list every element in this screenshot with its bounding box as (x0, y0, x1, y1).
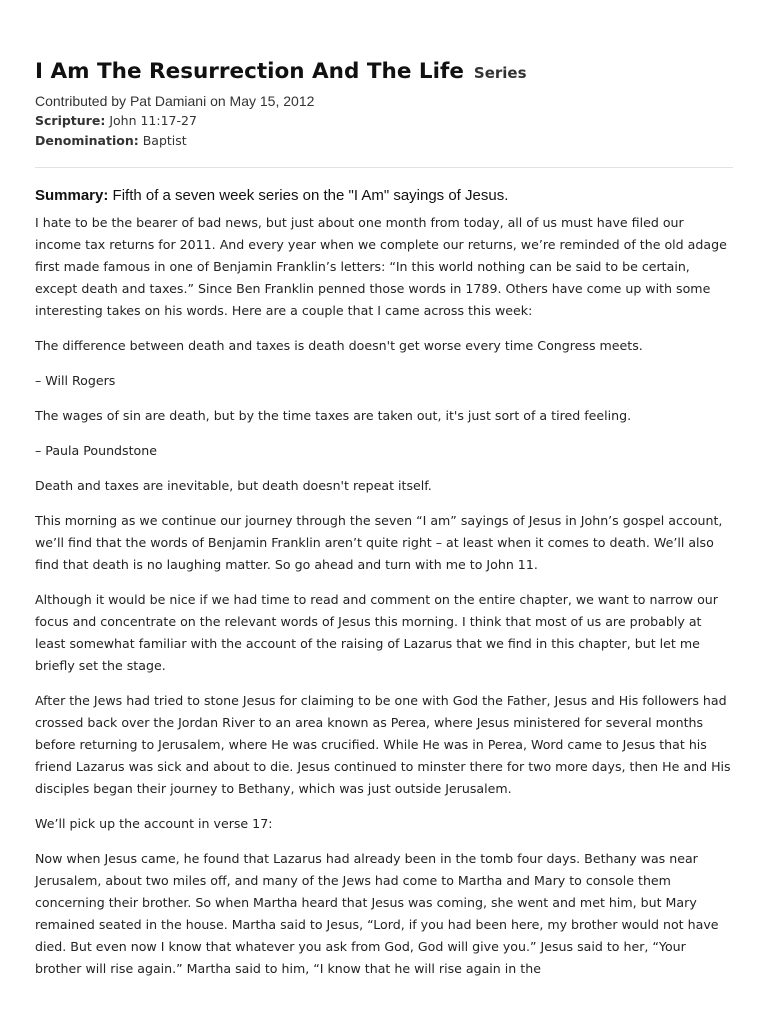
page-title: I Am The Resurrection And The Life (35, 59, 464, 84)
body-paragraph: We’ll pick up the account in verse 17: (35, 816, 273, 831)
denomination-line (35, 131, 733, 151)
body-paragraph: Now when Jesus came, he found that Lazarus had already been in the tomb four days. Bethany was near Jerusalem, about two miles off, and many of the Jews had come to Martha and Mary to console them concerning their brother. So when Martha heard that Jesus was coming, she went and met him, but Mary remained seated in the house. Martha said to Jesus, “Lord, if you had been here, my brother would not have died. But even now I know that whatever you ask from God, God will give you.” Jesus said to her, “Your brother will rise again.” Martha said to him, “I know that he will rise again in the (35, 851, 719, 976)
sermon-body (35, 212, 733, 980)
summary-label: Summary: (35, 187, 109, 204)
divider (35, 167, 733, 168)
series-label: Series (473, 64, 527, 82)
scripture-line (35, 111, 733, 131)
summary-text: Fifth of a seven week series on the "I Am" sayings of Jesus. (112, 187, 509, 204)
denomination-value: Baptist (142, 133, 187, 148)
title-row (35, 52, 733, 88)
scripture-value: John 11:17-27 (109, 113, 197, 128)
scripture-label: Scripture: (35, 113, 106, 128)
body-paragraph: After the Jews had tried to stone Jesus for claiming to be one with God the Father, Jesus and His followers had crossed back over the Jordan River to an area known as Perea, where Jesus ministered for several months before returning to Jerusalem, where He was crucified. While He was in Perea, Word came to Jesus that his friend Lazarus was sick and about to die. Jesus continued to minster there for two more days, then He and His disciples began their journey to Bethany, which was just outside Jerusalem. (35, 693, 731, 796)
summary (35, 186, 733, 206)
denomination-label: Denomination: (35, 133, 139, 148)
body-paragraph: – Paula Poundstone (35, 443, 157, 458)
body-paragraph: Although it would be nice if we had time to read and comment on the entire chapter, we want to narrow our focus and concentrate on the relevant words of Jesus this morning. I think that most of us are probably at least somewhat familiar with the account of the raising of Lazarus that we find in this chapter, but let me briefly set the stage. (35, 592, 718, 673)
body-paragraph: – Will Rogers (35, 373, 116, 388)
body-paragraph: The difference between death and taxes is death doesn't get worse every time Congress meets. (35, 338, 643, 353)
body-paragraph: I hate to be the bearer of bad news, but just about one month from today, all of us must have filed our income tax returns for 2011. And every year when we complete our returns, we’re reminded of the old adage first made famous in one of Benjamin Franklin’s letters: “In this world nothing can be said to be certain, except death and taxes.” Since Ben Franklin penned those words in 1789. Others have come up with some interesting takes on his words. Here are a couple that I came across this week: (35, 215, 727, 318)
byline: Contributed by Pat Damiani on May 15, 2012 (35, 93, 315, 109)
body-paragraph: The wages of sin are death, but by the time taxes are taken out, it's just sort of a tired feeling. (35, 408, 632, 423)
body-paragraph: This morning as we continue our journey through the seven “I am” sayings of Jesus in John’s gospel account, we’ll find that the words of Benjamin Franklin aren’t quite right – at least when it comes to death. We’ll also find that death is no laughing matter. So go ahead and turn with me to John 11. (35, 513, 723, 572)
body-paragraph: Death and taxes are inevitable, but death doesn't repeat itself. (35, 478, 432, 493)
